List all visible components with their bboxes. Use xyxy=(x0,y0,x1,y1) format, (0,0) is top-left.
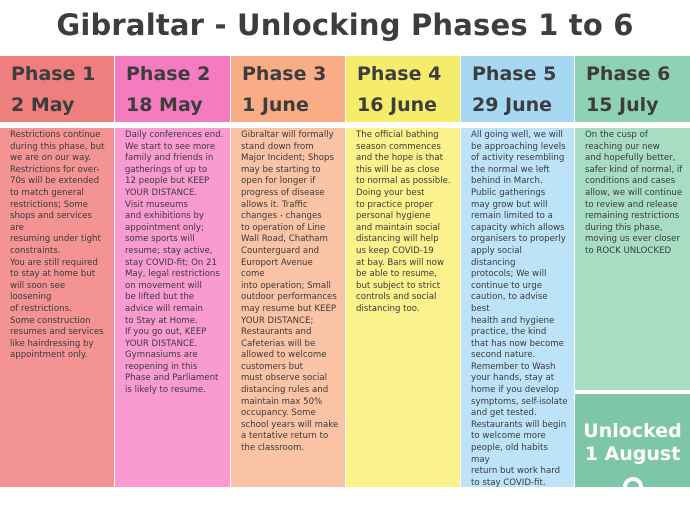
phase-4-body xyxy=(346,128,460,487)
phase-6-body xyxy=(575,128,690,487)
phase-5-label: Phase 5 xyxy=(461,56,574,88)
phase-4-column xyxy=(346,56,461,487)
phases-grid xyxy=(0,56,690,487)
unlocked-panel xyxy=(575,390,690,487)
phase-6-date: 15 July xyxy=(575,88,690,122)
phase-3-body xyxy=(231,128,345,487)
phase-5-date: 29 June xyxy=(461,88,574,122)
phase-2-date: 18 May xyxy=(115,88,230,122)
phase-3-text: Gibraltar will formally stand down from Major Incident; Shops may be starting to open for longer if progress of disease allows it. Traffic changes - changes to operation of Line Wall Road, Chatham Counterguard and Europort Avenue come into operation; Small outdoor performances may resume but KEEP YOUR DISTANCE; Restaurants and Cafeterias will be allowed to welcome customers but must observe social distancing rules and maintain max 50% occupancy. Some school years will make a tentative return to the classroom. xyxy=(241,130,339,454)
phase-1-text: Restrictions continue during this phase, but we are on our way. Restrictions for over- 70s will be extended to match general restrictions; Some shops and services are resuming under tight constraints. You are still required to stay at home but will soon see loosening of restrictions. Some construction resumes and services like hairdressing by appointment only. xyxy=(10,130,105,361)
phase-3-label: Phase 3 xyxy=(231,56,345,88)
phase-6-label: Phase 6 xyxy=(575,56,690,88)
phase-5-text: All going well, we will be approaching levels of activity resembling the normal we left behind in March. Public gatherings may grow but will remain limited to a capacity which allows organisers to properly apply social distancing protocols; We will continue to urge caution, to advise best health and hygiene practice, the kind that has now become second nature. Remember to Wash your hands, stay at home if you develop symptoms, self-isolate and get tested. Restaurants will begin to welcome more people, old habits may return but work hard to stay COVID-fit. xyxy=(471,130,568,488)
phase-3-column xyxy=(231,56,346,487)
phase-2-body xyxy=(115,128,230,487)
phase-4-date: 16 June xyxy=(346,88,460,122)
phase-6-text: On the cusp of reaching our new and hopefully better, safer kind of normal, if conditions and cases allow, we will continue to review and release remaining restrictions during this phase, moving us ever closer to ROCK UNLOCKED xyxy=(585,130,683,256)
phase-5-column xyxy=(461,56,575,487)
phase-4-text: The official bathing season commences and the hope is that this will be as close to normal as possible. Doing your best to practice proper personal hygiene and maintain social distancing will help us keep COVID-19 at bay. Bars will now be able to resume, but subject to strict controls and social distancing too. xyxy=(356,130,451,314)
phase-6-column xyxy=(575,56,690,487)
phase-4-label: Phase 4 xyxy=(346,56,460,88)
phase-1-label: Phase 1 xyxy=(0,56,114,88)
phase-5-body xyxy=(461,128,574,487)
phase-2-text: Daily conferences end. We start to see more family and friends in gatherings of up to 12 people but KEEP YOUR DISTANCE. Visit museums and exhibitions by appointment only; some sports will resume; stay active, stay COVID-fit; On 21 May, legal restrictions on movement will be lifted but the advice will remain to Stay at Home. If you go out, KEEP YOUR DISTANCE. Gymnasiums are reopening in this Phase and Parliament is likely to resume. xyxy=(125,130,224,396)
phase-1-date: 2 May xyxy=(0,88,114,122)
phase-1-body xyxy=(0,128,114,487)
padlock-icon xyxy=(619,476,647,516)
phase-2-column xyxy=(115,56,231,487)
unlocked-text: Unlocked 1 August xyxy=(583,420,682,465)
phase-1-column xyxy=(0,56,115,487)
phase-3-date: 1 June xyxy=(231,88,345,122)
phase-2-label: Phase 2 xyxy=(115,56,230,88)
page-title: Gibraltar - Unlocking Phases 1 to 6 xyxy=(56,8,634,42)
